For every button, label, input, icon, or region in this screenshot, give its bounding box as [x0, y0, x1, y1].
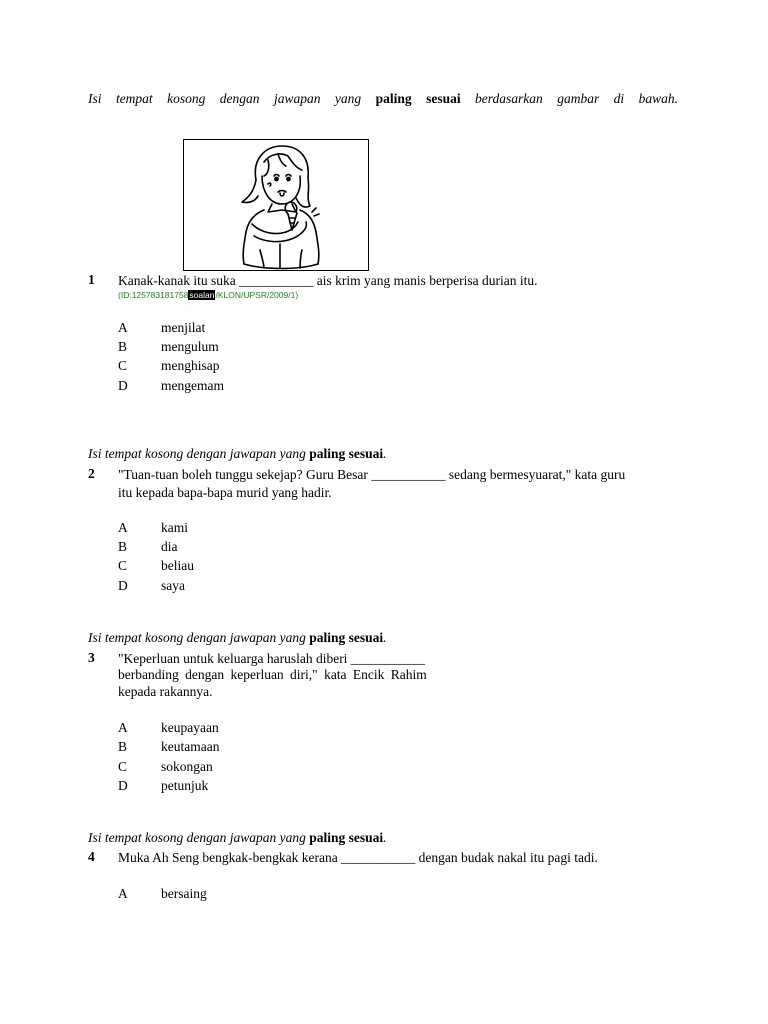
option-letter: D — [118, 378, 128, 393]
instruction-text-end: . — [383, 446, 387, 461]
instruction-text-end: . — [383, 830, 387, 845]
option-text: saya — [161, 578, 185, 593]
option-text: sokongan — [161, 759, 213, 774]
option-text: petunjuk — [161, 778, 209, 793]
instruction-text: Isi tempat kosong dengan jawapan yang — [88, 830, 310, 845]
option-text: dia — [161, 539, 178, 554]
question-text-line: "Tuan-tuan boleh tunggu sekejap? Guru Besar ___________ sedang bermesyuarat," kata guru — [118, 467, 626, 482]
option-letter: B — [118, 339, 128, 354]
question-text-line: kepada rakannya. — [118, 684, 213, 699]
option-text: mengulum — [161, 339, 219, 354]
instruction-text: Isi tempat kosong dengan jawapan yang — [88, 446, 310, 461]
option-text: keupayaan — [161, 720, 219, 735]
question-id-suffix: /KLON/UPSR/2009/1) — [215, 290, 299, 300]
question-text: Kanak-kanak itu suka ___________ ais krim yang manis berperisa durian itu. — [118, 273, 538, 288]
option-letter: C — [118, 759, 128, 774]
instruction-bold: paling sesuai — [309, 630, 384, 645]
instruction-bold: paling sesuai — [309, 446, 384, 461]
instruction-text-end: . — [383, 630, 387, 645]
question-text: Muka Ah Seng bengkak-bengkak kerana ___________ dengan budak nakal itu pagi tadi. — [118, 850, 598, 865]
question-text-line: "Keperluan untuk keluarga haruslah diberi ___________ — [118, 651, 426, 666]
girl-illustration — [184, 140, 368, 270]
option-letter: C — [118, 358, 128, 373]
instruction-text: Isi tempat kosong dengan jawapan yang — [88, 91, 376, 106]
option-text: menghisap — [161, 358, 220, 373]
option-letter: D — [118, 578, 128, 593]
question-number: 1 — [88, 272, 95, 287]
option-letter: A — [118, 720, 128, 735]
instruction-text-end: berdasarkan gambar di bawah. — [460, 91, 678, 106]
option-letter: A — [118, 520, 128, 535]
option-text: menjilat — [161, 320, 206, 335]
option-letter: C — [118, 558, 128, 573]
girl-eating-ice-cream-picture — [183, 139, 369, 271]
question-number: 4 — [88, 849, 95, 864]
instruction-short — [88, 630, 387, 646]
option-letter: B — [118, 739, 128, 754]
instruction-short — [88, 446, 387, 462]
instruction-bold: paling sesuai — [309, 830, 384, 845]
option-letter: B — [118, 539, 128, 554]
option-letter: A — [118, 320, 128, 335]
option-letter: D — [118, 778, 128, 793]
option-text: bersaing — [161, 886, 207, 901]
question-id-highlight: soalan — [189, 290, 215, 300]
option-text: kami — [161, 520, 188, 535]
question-id — [118, 290, 298, 300]
question-id-prefix: (ID:125783181758 — [118, 290, 189, 300]
option-text: mengemam — [161, 378, 224, 393]
question-number: 3 — [88, 650, 95, 665]
question-text-line: itu kepada bapa-bapa murid yang hadir. — [118, 485, 332, 500]
instruction-short — [88, 830, 387, 846]
question-number: 2 — [88, 466, 95, 481]
option-text: beliau — [161, 558, 194, 573]
option-text: keutamaan — [161, 739, 220, 754]
option-letter: A — [118, 886, 128, 901]
instruction-picture — [88, 91, 678, 107]
instruction-bold: paling sesuai — [375, 91, 461, 106]
instruction-text: Isi tempat kosong dengan jawapan yang — [88, 630, 310, 645]
question-text-line: berbanding dengan keperluan diri," kata Encik Rahim — [118, 667, 427, 682]
